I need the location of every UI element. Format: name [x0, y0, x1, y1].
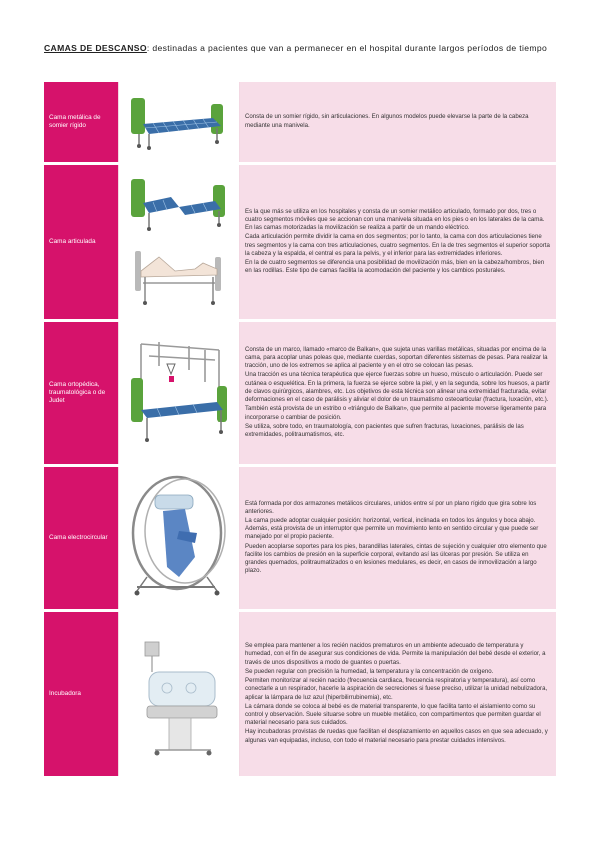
row-label: Cama electrocircular [44, 467, 118, 609]
row-label: Cama metálica de somier rígido [44, 82, 118, 162]
bed-image-cell [118, 467, 240, 609]
paragraph: Es la que más se utiliza en los hospitales y consta de un somier metálico articulado, formado por dos, tres o cuatro segmentos móviles que se accionan con una manivela situada en los pies o en los laterales de la cama. En las camas motorizadas la movilización se realiza a partir de un mando eléctrico. [245, 207, 545, 232]
paragraph: Está formada por dos armazones metálicos circulares, unidos entre sí por un plano rígido que gira sobre los anteriores. [245, 499, 537, 515]
paragraph: Hay incubadoras provistas de ruedas que facilitan el desplazamiento en aquellos casos en que sea adecuado, y algunas van equipadas, incluso, con todo el material necesario para prestar cuidados intensivos. [245, 728, 548, 744]
table-row [44, 165, 556, 319]
incubator-illustration [119, 612, 239, 776]
trapeze-triangle [167, 364, 175, 374]
bed-image-cell [118, 612, 240, 776]
table-row [44, 612, 556, 776]
incubator-chamber [149, 672, 215, 706]
paragraph: Una tracción es una técnica terapéutica que ejerce fuerzas sobre un hueso, músculo o articulación. Puede ser cutánea o esquelética. En la primera, la fuerza se ejerce sobre la piel, y en la segunda, sobre los huesos, a partir de clavos quirúrgicos, alambres, etc. Los objetivos de esta técnica son alinear una extremidad fracturada, evitar deformaciones en el caso de parálisis y aliviar el dolor de un traumatismo osteoarticular (fractura, luxación, etc.). [245, 371, 550, 404]
row-label: Cama ortopédica, traumatológica o de Judet [44, 322, 118, 464]
paragraph: La cámara donde se coloca al bebé es de material transparente, lo que facilita tanto el aislamiento como su control y observación. Suele situarse sobre un mueble metálico, con compartimentos que permiten guardar el material necesario para sus cuidados. [245, 702, 541, 727]
heading-term: CAMAS DE DESCANSO [44, 43, 147, 53]
monitor [145, 642, 159, 656]
row-description [240, 467, 556, 609]
row-description [240, 82, 556, 162]
row-label: Incubadora [44, 612, 118, 776]
patient-plane [163, 509, 195, 577]
bed-image-cell [118, 322, 240, 464]
paragraph: Cada articulación permite dividir la cama en dos segmentos; por lo tanto, la cama con dos articulaciones tiene tres segmentos y la cama con tres articulaciones, cuatro segmentos. En la de tres segmentos el superior soporta la cabeza y la espalda, el central es para la pelvis, y el inferior para las extremidades inferiores. [245, 233, 550, 257]
paragraph: Consta de un somier rígido, sin articulaciones. En algunos modelos puede elevarse la parte de la cabeza mediante una manivela. [245, 113, 529, 129]
headboard [131, 98, 145, 134]
orthopedic-bed-illustration [119, 322, 239, 464]
paragraph: Permiten monitorizar al recién nacido (frecuencia cardiaca, frecuencia respiratoria y temperatura), así como conectarle a un respirador, hacerle la aspiración de secreciones si fuese preciso, utilizar la unidad nebulizadora, aplicar la lámpara de luz azul (hiperbilirrubinemia), etc. [245, 677, 548, 701]
bed-image-cell [118, 165, 240, 319]
paragraph: Pueden acoplarse soportes para los pies, barandillas laterales, cintas de sujeción y cualquier otro elemento que facilite los cambios de presión en la superficie corporal, evitando así las úlceras por presión. Se utiliza en grandes quemados, politraumatizados o en lesiones medulares, es decir, en casos de inmovilización a largo plazo. [245, 542, 547, 575]
paragraph: Se emplea para mantener a los recién nacidos prematuros en un ambiente adecuado de temperatura y humedad, con el fin de asegurar sus condiciones de vida. Permite la manipulación del bebé desde el exterior, a través de unos dispositivos a modo de guantes o puertas. [245, 642, 546, 666]
row-label: Cama articulada [44, 165, 118, 319]
paragraph: En la de cuatro segmentos se diferencia una posibilidad de movilización más, bien en la cabeza/hombros, bien en las rodillas. Este tipo de camas facilita la acomodación del paciente y los cambios posturales. [245, 258, 545, 275]
row-description [240, 165, 556, 319]
heading-description: : destinadas a pacientes que van a permanecer en el hospital durante largos períodos de tiempo [146, 43, 548, 53]
table-row [44, 82, 556, 162]
paragraph: Se utiliza, sobre todo, en traumatología, con pacientes que sufren fracturas, luxaciones, parálisis de las extremidades, politraumatismos, etc. [245, 422, 524, 438]
page-heading [44, 40, 564, 56]
paragraph: Se pueden regular con precisión la humedad, la temperatura y la concentración de oxígeno. [245, 667, 494, 675]
rigid-bed-illustration [119, 82, 239, 162]
row-description [240, 612, 556, 776]
bed-image-cell [118, 82, 240, 162]
paragraph: También está provista de un estribo o «triángulo de Balkan», que permite al paciente moverse ligeramente para incorporarse o cambiar de posición. [245, 405, 547, 421]
mattress [141, 257, 217, 277]
table-row [44, 467, 556, 609]
electrocircular-bed-illustration [119, 467, 239, 609]
table-row [44, 322, 556, 464]
paragraph: La cama puede adoptar cualquier posición: horizontal, vertical, inclinada en todos los ángulos y boca abajo. Además, está provista de un interruptor que permite un movimiento lento en sentido circular y que puede ser manejado por el propio paciente. [245, 516, 539, 541]
row-description [240, 322, 556, 464]
articulated-bed-illustration [119, 165, 239, 319]
paragraph: Consta de un marco, llamado «marco de Balkan», que sujeta unas varillas metálicas, situadas por encima de la cama, para acoplar unas poleas que, mediante cuerdas, soportan diferentes sistemas de pesas. Para realizar la tracción, uno de los extremos se aplica al paciente y en el otro se colocan las pesas. [245, 345, 548, 370]
